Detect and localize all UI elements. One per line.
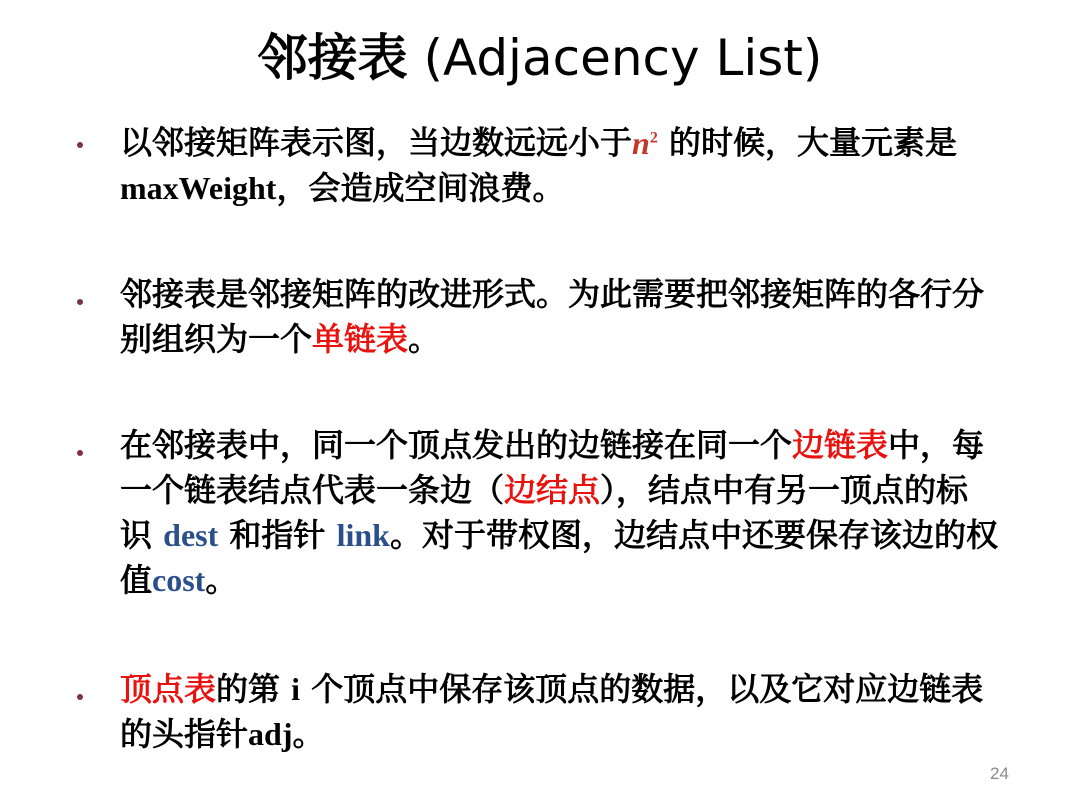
- bullet-text-2: 邻接表是邻接矩阵的改进形式。为此需要把邻接矩阵的各行分别组织为一个单链表。: [120, 275, 985, 358]
- bullet-dot: [77, 450, 83, 456]
- bullet-text-4: 顶点表的第 i 个顶点中保存该顶点的数据，以及它对应边链表的头指针adj。: [120, 670, 984, 753]
- bullet-dot: [77, 142, 83, 148]
- bullet-text-1: 以邻接矩阵表示图，当边数远远小于$n^2$ 的时候，大量元素是maxWeight，会造成空间浪费。: [120, 123, 957, 207]
- bullet-dot: [77, 299, 83, 305]
- page-number: 24: [990, 764, 1009, 783]
- bullet-dot: [77, 694, 83, 700]
- title-chinese: 邻接表: [257, 28, 408, 87]
- title-english: (Adjacency List): [423, 29, 823, 87]
- bullet-text-3: 在邻接表中，同一个顶点发出的边链接在同一个边链表中，每一个链表结点代表一条边（边结点），结点中有另一顶点的标识 dest 和指针 link。对于带权图，边结点中还要保存该边的权值cost。: [120, 426, 998, 599]
